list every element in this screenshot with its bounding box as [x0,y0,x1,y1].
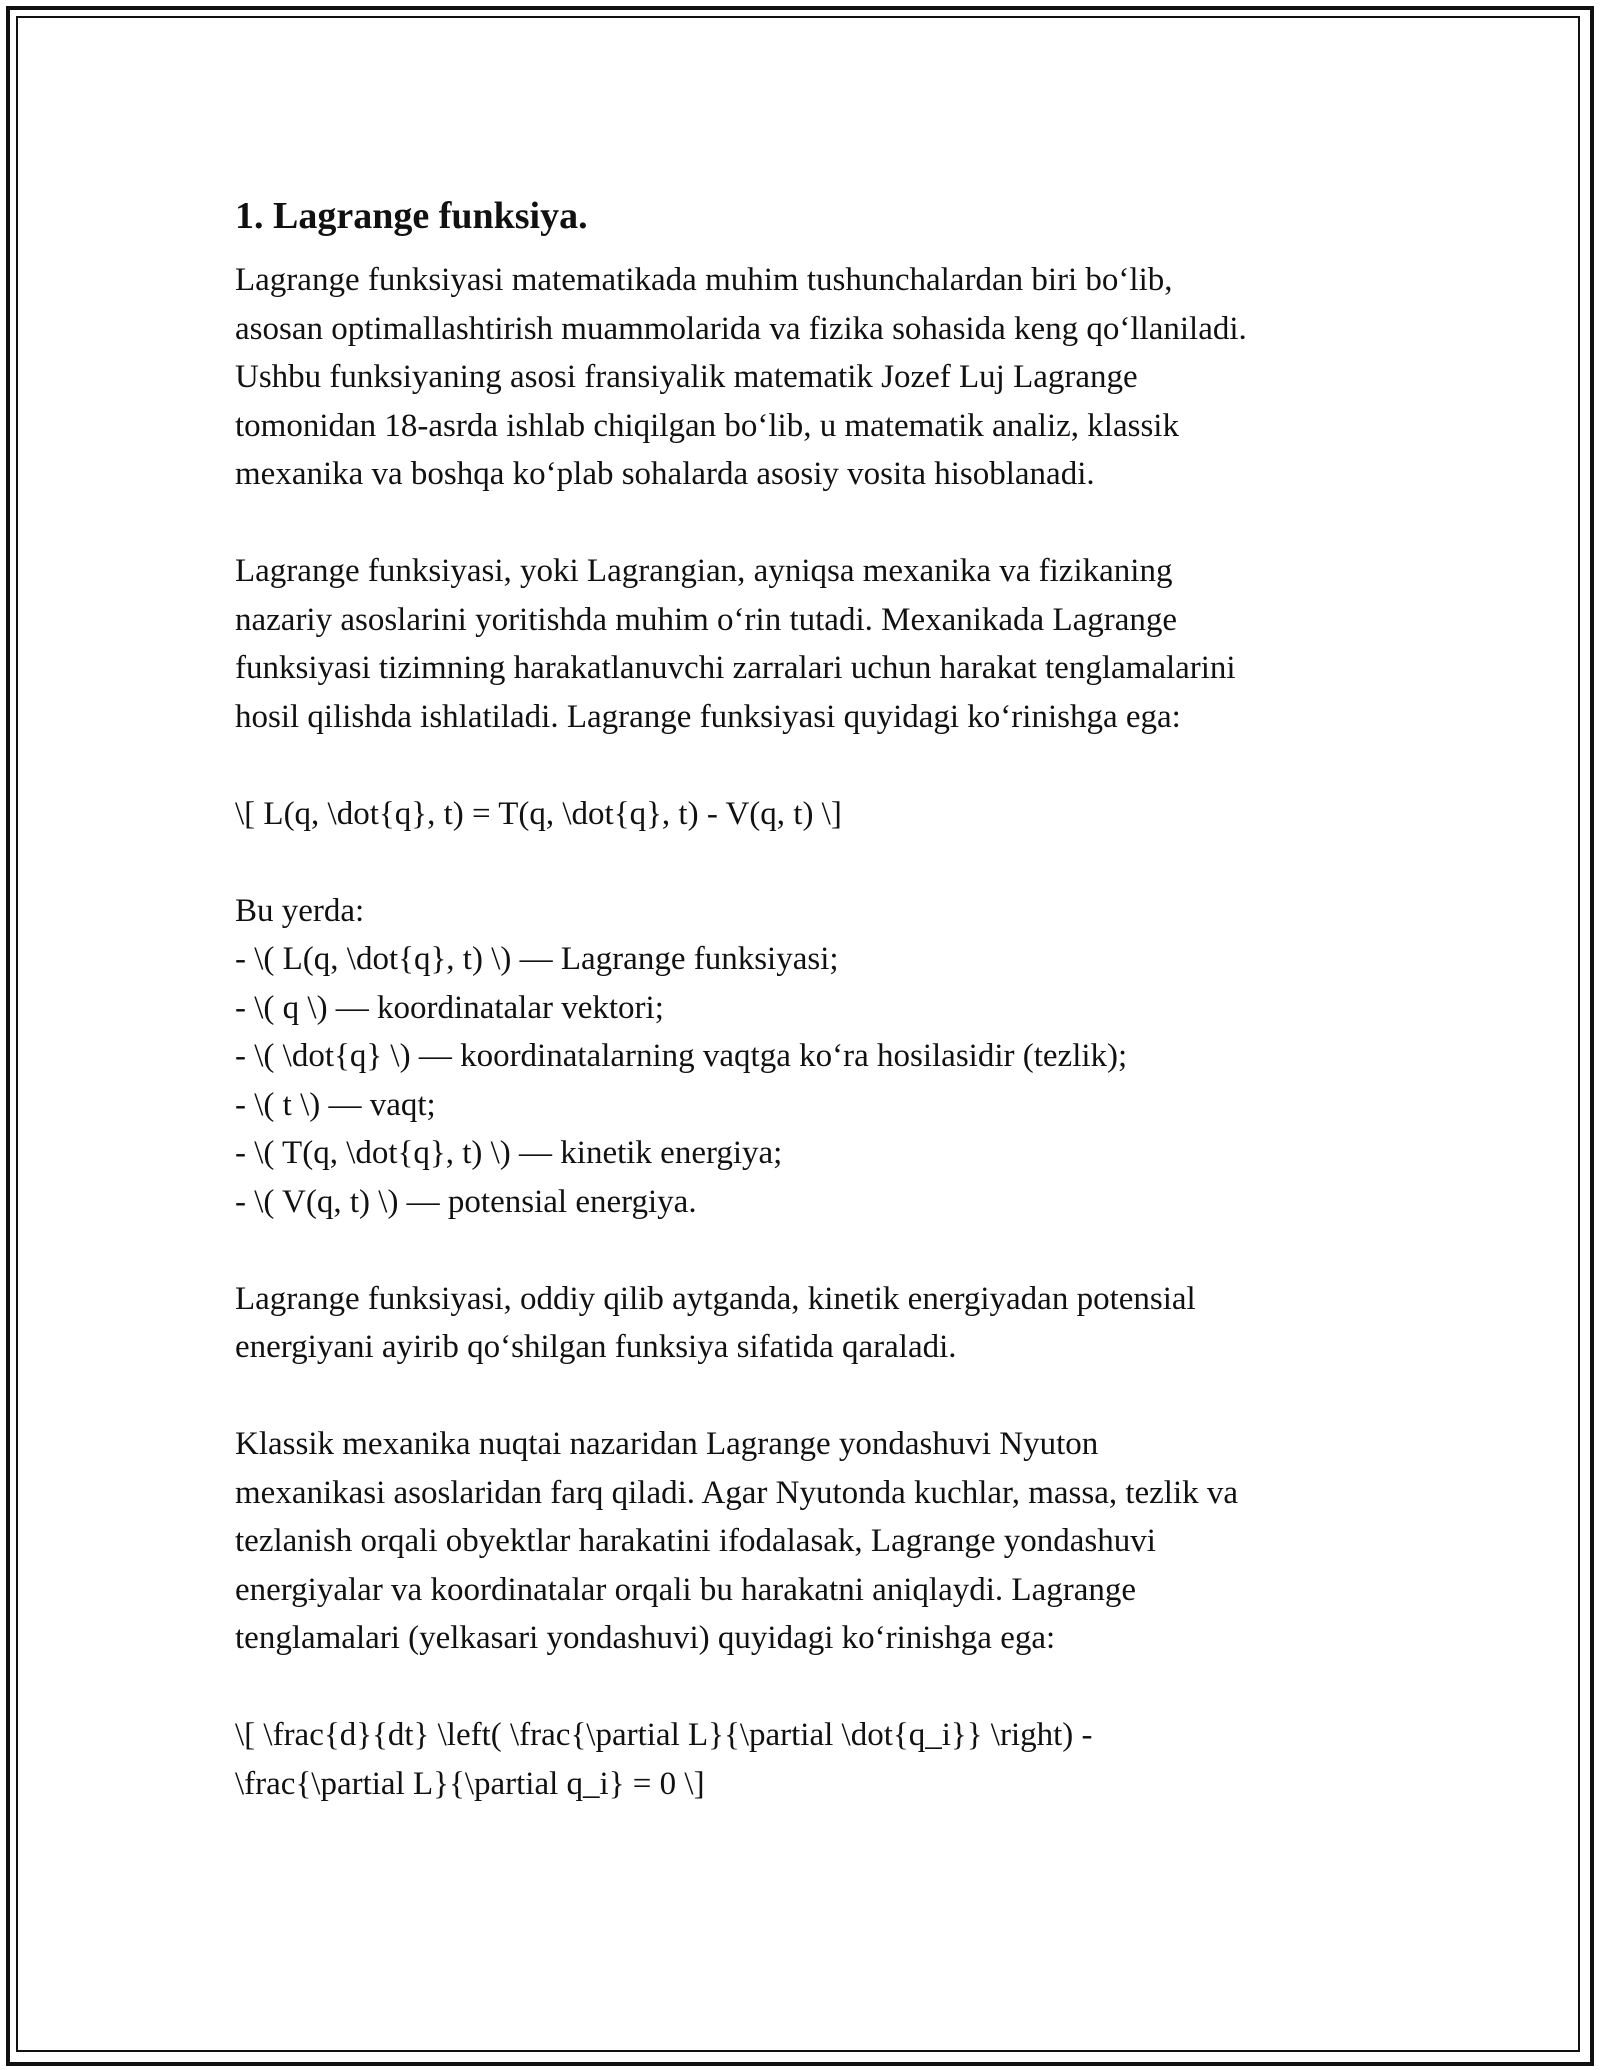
formula-euler-lagrange [235,1711,1385,1808]
definition-item: - \( q \) — koordinatalar vektori; [235,989,664,1026]
formula-lagrangian [235,790,1385,839]
definition-item: - \( L(q, \dot{q}, t) \) — Lagrange funksiyasi; [235,941,839,977]
text-line: nazariy asoslarini yoritishda muhim o‘rin tutadi. Mexanikada Lagrange [235,601,1178,638]
text-line: energiyani ayirib qo‘shilgan funksiya sifatida qaraladi. [235,1329,957,1365]
text-line: hosil qilishda ishlatiladi. Lagrange funksiyasi quyidagi ko‘rinishga ega: [235,698,1181,735]
definitions-title: Bu yerda: [235,892,365,929]
text-line: Lagrange funksiyasi, oddiy qilib aytganda, kinetik energiyadan potensial [235,1280,1196,1317]
text-line: tenglamalari (yelkasari yondashuvi) quyidagi ko‘rinishga ega: [235,1620,1056,1656]
text-line: tezlanish orqali obyektlar harakatini ifodalasak, Lagrange yondashuvi [235,1523,1156,1559]
definition-item: - \( V(q, t) \) — potensial energiya. [235,1183,697,1220]
text-line: Lagrange funksiyasi, yoki Lagrangian, ayniqsa mexanika va fizikaning [235,553,1173,589]
paragraph-summary [235,1275,1385,1372]
formula-line: \[ \frac{d}{dt} \left( \frac{\partial L}{\partial \dot{q_i}} \right) - [235,1717,1093,1753]
definition-item: - \( t \) — vaqt; [235,1086,436,1123]
formula-line: \[ L(q, \dot{q}, t) = T(q, \dot{q}, t) - V(q, t) \] [235,795,842,832]
text-line: tomonidan 18-asrda ishlab chiqilgan bo‘lib, u matematik analiz, klassik [235,407,1179,444]
text-line: funksiyasi tizimning harakatlanuvchi zarralari uchun harakat tenglamalarini [235,650,1236,686]
text-line: Lagrange funksiyasi matematikada muhim tushunchalardan biri bo‘lib, [235,262,1173,298]
text-line: mexanikasi asoslaridan farq qiladi. Agar Nyutonda kuchlar, massa, tezlik va [235,1474,1239,1511]
text-line: asosan optimallashtirish muammolarida va fizika sohasida keng qo‘llaniladi. [235,310,1247,347]
formula-line: \frac{\partial L}{\partial q_i} = 0 \] [235,1765,705,1802]
definition-item: - \( T(q, \dot{q}, t) \) — kinetik energiya; [235,1135,783,1171]
section-heading: 1. Lagrange funksiya. [235,195,588,237]
paragraph-lagrangian [235,547,1385,741]
text-line: Ushbu funksiyaning asosi fransiyalik matematik Jozef Luj Lagrange [235,359,1138,395]
definitions-list [235,887,1385,1227]
text-line: energiyalar va koordinatalar orqali bu harakatni aniqlaydi. Lagrange [235,1571,1137,1608]
paragraph-intro [235,256,1385,499]
text-line: Klassik mexanika nuqtai nazaridan Lagrange yondashuvi Nyuton [235,1426,1099,1462]
definition-item: - \( \dot{q} \) — koordinatalarning vaqtga ko‘ra hosilasidir (tezlik); [235,1038,1128,1074]
document-body [235,188,1385,1857]
paragraph-classical-mechanics [235,1420,1385,1663]
text-line: mexanika va boshqa ko‘plab sohalarda asosiy vosita hisoblanadi. [235,456,1095,492]
